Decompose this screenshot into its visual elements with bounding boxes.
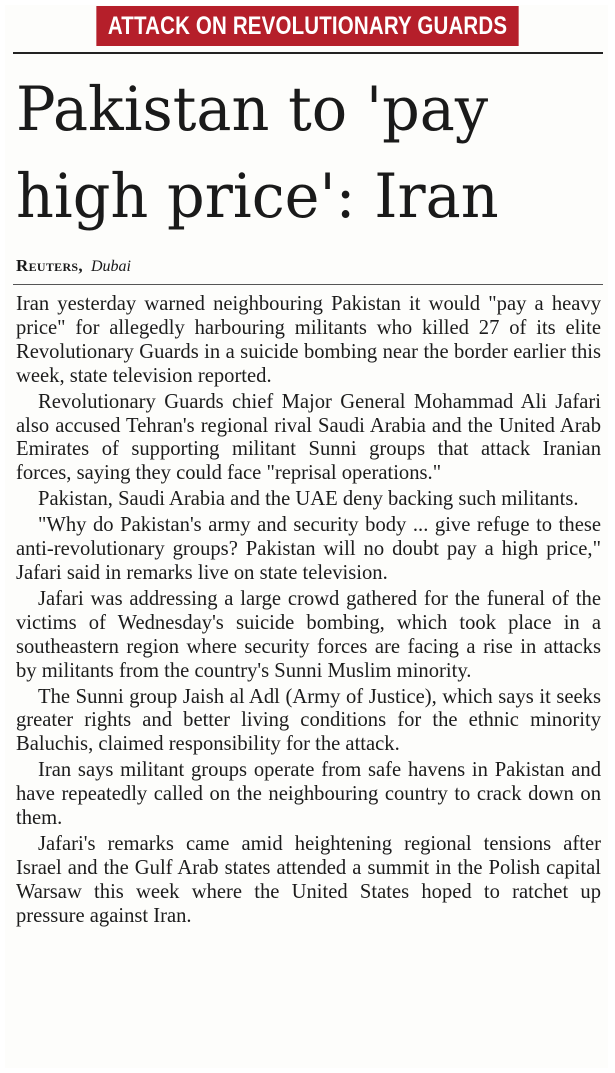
kicker-label: ATTACK ON REVOLUTIONARY GUARDS <box>97 6 519 46</box>
paragraph: Iran says militant groups operate from safe havens in Pakistan and have repeatedly called on the neighbouring country to crack down on them. <box>16 759 601 830</box>
paragraph: The Sunni group Jaish al Adl (Army of Justice), which says it seeks greater rights and better living conditions for the ethnic minority Baluchis, claimed responsibility for the attack. <box>16 685 601 756</box>
kicker-divider <box>13 52 603 54</box>
paragraph: Pakistan, Saudi Arabia and the UAE deny backing such militants. <box>38 488 579 511</box>
byline-agency: Reuters, <box>16 256 83 275</box>
kicker-banner <box>13 6 603 52</box>
paragraph: Iran yesterday warned neighbouring Pakistan it would "pay a heavy price" for allegedly harbouring militants who killed 27 of its elite Revolutionary Guards in a suicide bombing near the border earlier this week, state television reported. <box>16 293 601 387</box>
byline-divider <box>13 284 603 285</box>
byline <box>16 256 131 276</box>
article-body <box>16 293 601 931</box>
paragraph: Jafari's remarks came amid heightening regional tensions after Israel and the Gulf Arab states attended a summit in the Polish capital Warsaw this week where the United States hoped to ratchet up pressure against Iran. <box>16 832 601 927</box>
headline: Pakistan to 'pay high price': Iran <box>16 74 499 232</box>
paragraph: Jafari was addressing a large crowd gathered for the funeral of the victims of Wednesday's suicide bombing, which took place in a southeastern region where security forces are facing a rise in attacks by militants from the country's Sunni Muslim minority. <box>16 587 601 682</box>
byline-dateline: Dubai <box>90 258 131 275</box>
paragraph: "Why do Pakistan's army and security body ... give refuge to these anti-revolutionary groups? Pakistan will no doubt pay a high price," Jafari said in remarks live on state television. <box>16 514 601 584</box>
paragraph: Revolutionary Guards chief Major General Mohammad Ali Jafari also accused Tehran's regional rival Saudi Arabia and the United Arab Emirates of supporting militant Sunni groups that attack Iranian forces, saying they could face "reprisal operations." <box>16 390 601 485</box>
